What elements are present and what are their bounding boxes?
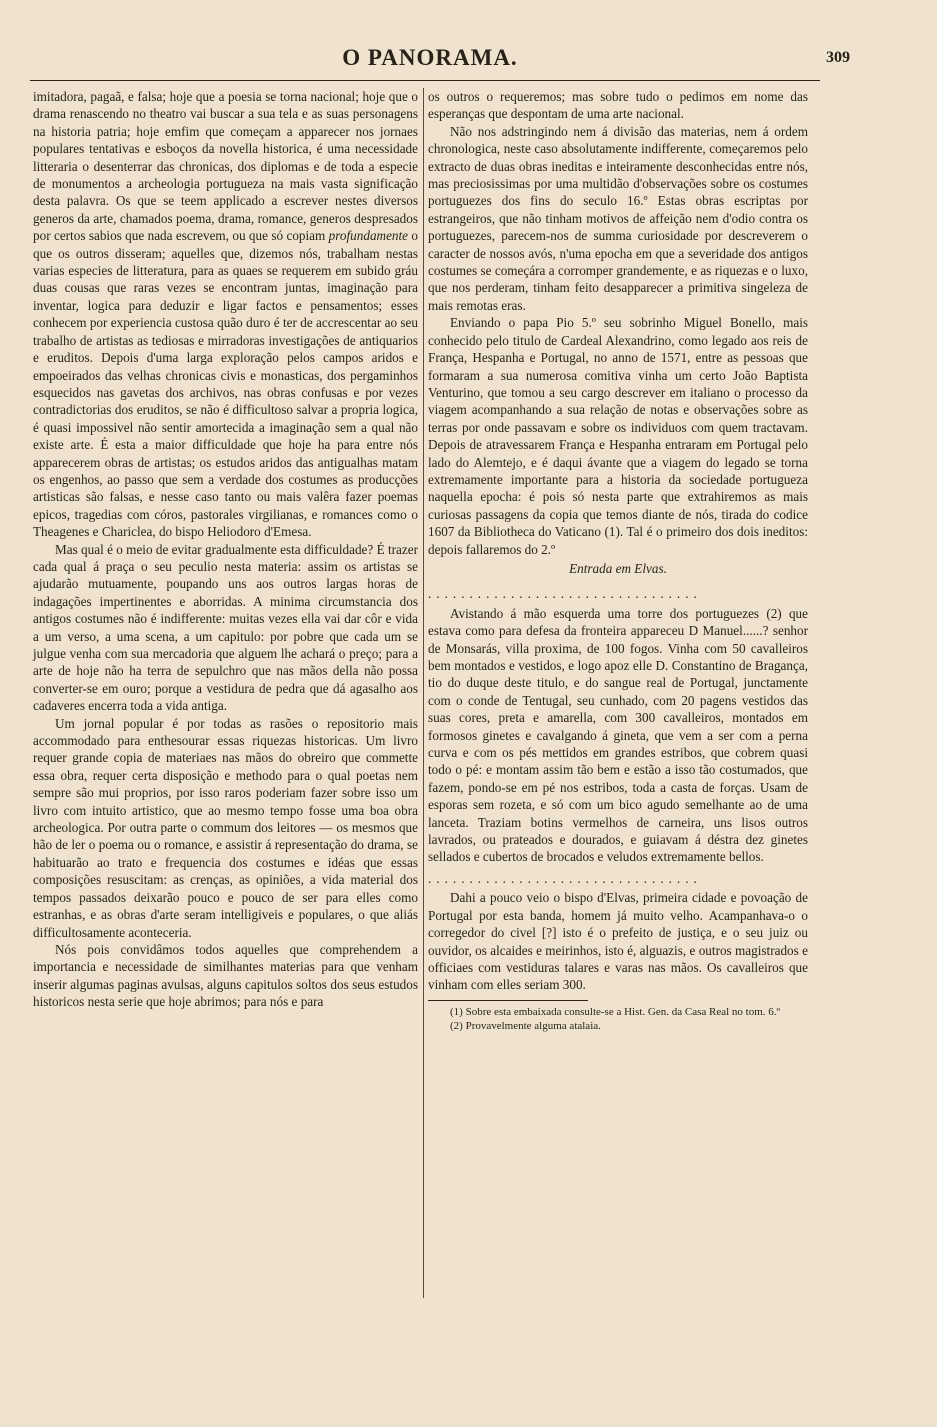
paragraph: Não nos adstringindo nem á divisão das materias, nem á ordem chronologica, neste caso absolutamente indifferente, começaremos pelo extracto de duas obras ineditas e inteiramente desconhecidas entre nós, mas preciosissimas por uma multidão d'observações sobre os costumes portuguezes dos fins do seculo 16.º Estas obras escriptas por estrangeiros, que não tinham motivos de affeição nem d'odio contra os portuguezes, parecem-nos de summa curiosidade por descreverem o caracter de nossos avós, n'uma epocha em que a severidade dos antigos costumes se começára a corromper grandemente, e as riquezas e o luxo, que nos perderam, tinham feito desapparecer a primitiva singeleza de mais remotas eras. [428,123,808,313]
paragraph: Mas qual é o meio de evitar gradualmente esta difficuldade? É trazer cada qual á praça o seu peculio nesta materia: assim os artistas se ajudarão mutuamente, poupando uns aos outros largas horas de indagações impertinentes e aborridas. A minima circumstancia dos antigos costumes não é indifferente: muitas vezes ella vai dar côr e vida a um verso, a uma scena, a um capitulo: por pobre que cada um se julgue venha com sua mercadoria que alguem lhe achará o preço; para a arte de hoje não ha terra de sepulchro que nas mãos della não possa converter-se em ouro; porque a vestidura de pedra que dá agasalho aos cadaveres encerra toda a vida antiga. [33,541,418,714]
paragraph: Um jornal popular é por todas as rasões o repositorio mais accommodado para enthesourar essas riquezas historicas. Um livro requer grande copia de materiaes nas mãos do obreiro que commette essa obra, requer certa disposição e methodo para o qual poetas nem sempre são mui proprios, por isso raros poderiam fazer sobre isso um livro com intuito artistico, que ao mesmo tempo fosse uma boa obra archeologica. Por outra parte o commum dos leitores — os mesmos que hão de ler o poema ou o romance, e assistir á representação do drama, se habituarão ao trato e frequencia dos costumes e idéas que essas composições resuscitam: as crenças, as opiniões, a vida material dos tempos passados deixarão pouco e pouco de ser para elles como estranhas, e as obras d'arte seram intelligiveis e populares, o que aliás difficultosamente aconteceria. [33,715,418,940]
paragraph: Dahi a pouco veio o bispo d'Elvas, primeira cidade e povoação de Portugal por esta banda, homem já muito velho. Acampanhava-o o corregedor do civel [?] isto é o prefeito de justiça, e o seu juiz ou ouvidor, os alcaides e meirinhos, isto é, alguazis, e outros magistrados e officiaes com vestiduras talares e varas nas mãos. Os cavalleiros que vinham com elles seriam 300. [428,890,808,993]
paragraph [33,88,418,541]
header-rule [30,80,820,81]
left-column [33,88,418,1011]
ellipsis-separator: ................................. [428,870,702,886]
footnote: (1) Sobre esta embaixada consulte-se a Hist. Gen. da Casa Real no tom. 6.º [450,1005,780,1018]
paragraph: Enviando o papa Pio 5.º seu sobrinho Miguel Bonello, mais conhecido pelo titulo de Cardeal Alexandrino, como legado aos reis de França, Hespanha e Portugal, no anno de 1571, entre as pessoas que formaram a sua numerosa comitiva vinha um certo João Baptista Venturino, que tomou a seu cargo descrever em italiano o processo da viagem acompanhando a sua relação de notas e observações sobre as terras por onde passavam e sobre os individuos com quem tractavam. Depois de atravessarem França e Hespanha entraram em Portugal pelo lado do Alemtejo, e é daqui ávante que a viagem do legado se torna extremamente importante para a historia da sociedade portugueza naquella epocha: é pois só nesta parte que extrahiremos as mais curiosas passagens da copia que temos diante de nós, tirada do codice 1607 da Bibliotheca do Vaticano (1). Tal é o primeiro dos dois ineditos: depois fallaremos do 2.º [428,315,808,557]
page-number: 309 [826,49,850,66]
paragraph-text: imitadora, pagaã, e falsa; hoje que a poesia se torna nacional; hoje que o drama renascendo no theatro vai buscar a sua tela e as suas personagens na historia patria; hoje emfim que começam a apparecer nos jornaes populares tentativas e esboços da novella historica, é uma necessidade litteraria o desenterrar das chronicas, dos diplomas e de toda a especie de monumentos a archeologia portugueza na mais vasta significação desta palavra. Os que se teem applicado a escrever nestes diversos generos da arte, chamados poema, drama, romance, generos despresados por certos sabios que nada escrevem, ou que só copiam [33,89,418,244]
page-title: O PANORAMA. [342,45,518,70]
column-divider [423,88,424,1298]
paragraph: os outros o requeremos; mas sobre tudo o pedimos em nome das esperanças que despontam de uma arte nacional. [428,89,808,122]
section-heading: Entrada em Elvas. [569,560,667,576]
emphasis-text: profundamente [328,228,409,244]
paragraph: Nós pois convidâmos todos aquelles que comprehendem a importancia e necessidade de similhantes materias para que venham inserir algumas paginas avulsas, alguns capitulos soltos dos seus estudos historicos nesta serie que hoje abrimos; para nós e para [33,941,418,1010]
footnote: (2) Provavelmente alguma atalaia. [450,1019,601,1032]
paragraph-text: o que os outros disseram; aquelles que, dizemos nós, trabalham nestas varias especies de litteratura, para as quaes se requerem em subido gráu duas cousas que raras vezes se encontram juntas, imaginação para inventar, logica para deduzir e ligar factos e pensamentos; esses conhecem por experiencia custosa quão duro é ter de accrescentar ao seu trabalho de artistas as tediosas e mirradoras investigações de antiquarios e eruditos. Depois d'uma larga exploração pelos campos aridos e empoeirados das velhas chronicas civis e monasticas, dos pergaminhos esquecidos nas gavetas dos archivos, nas obras confusas e por vezes contradictorias dos eruditos, se não é difficultoso salvar a propria logica, é quasi impossivel não sentir amortecida a imaginação sem a qual não existe arte. É esta a maior difficuldade que hoje ha para entre nós apparecerem obras de artistas; os estudos aridos das antigualhas matam os engenhos, ao passo que sem a verdade dos costumes as producções artisticas são falsas, e nesse caso tanto ou mais valêra fazer poemas epicos, tragedias com córos, pastorales virgilianas, e romances como o Theagenes e Chariclea, do bispo Heliodoro d'Emesa. [33,228,419,540]
footnote-rule [428,1000,588,1001]
ellipsis-separator: ................................. [428,586,702,602]
paragraph: Avistando á mão esquerda uma torre dos portuguezes (2) que estava como para defesa da fronteira appareceu D Manuel......? senhor de Monsarás, villa proxima, de 100 fogos. Vinha com 50 cavalleiros bem montados e vestidos, e logo apoz elle D. Constantino de Bragança, tio do duque deste titulo, e do sangue real de Portugal, junctamente com o conde de Tentugal, seu cunhado, com 20 pagens vestidos das suas cores, preta e amarella, com 300 cavalleiros, montados em formosos ginetes e cavalgando á gineta, que vem a ser com a perna curva e com os pés mettidos em grandes estribos, que cobrem quasi todo o pé: e montam assim tão bem e estão a isso tão costumados, que fazem, pondo-se em pé nos estribos, toda a casta de forças. Usam de esporas sem rozeta, e só com um bico agudo semelhante ao de uma lanceta. Traziam botins vermelhos de carneira, uns lisos outros lavrados, ou prateados e dourados, e guiavam á déstra dez ginetes sellados e cubertos de brocados e veludos extremamente bellos. [428,605,808,865]
right-column [428,88,808,1033]
page-header [30,45,850,79]
